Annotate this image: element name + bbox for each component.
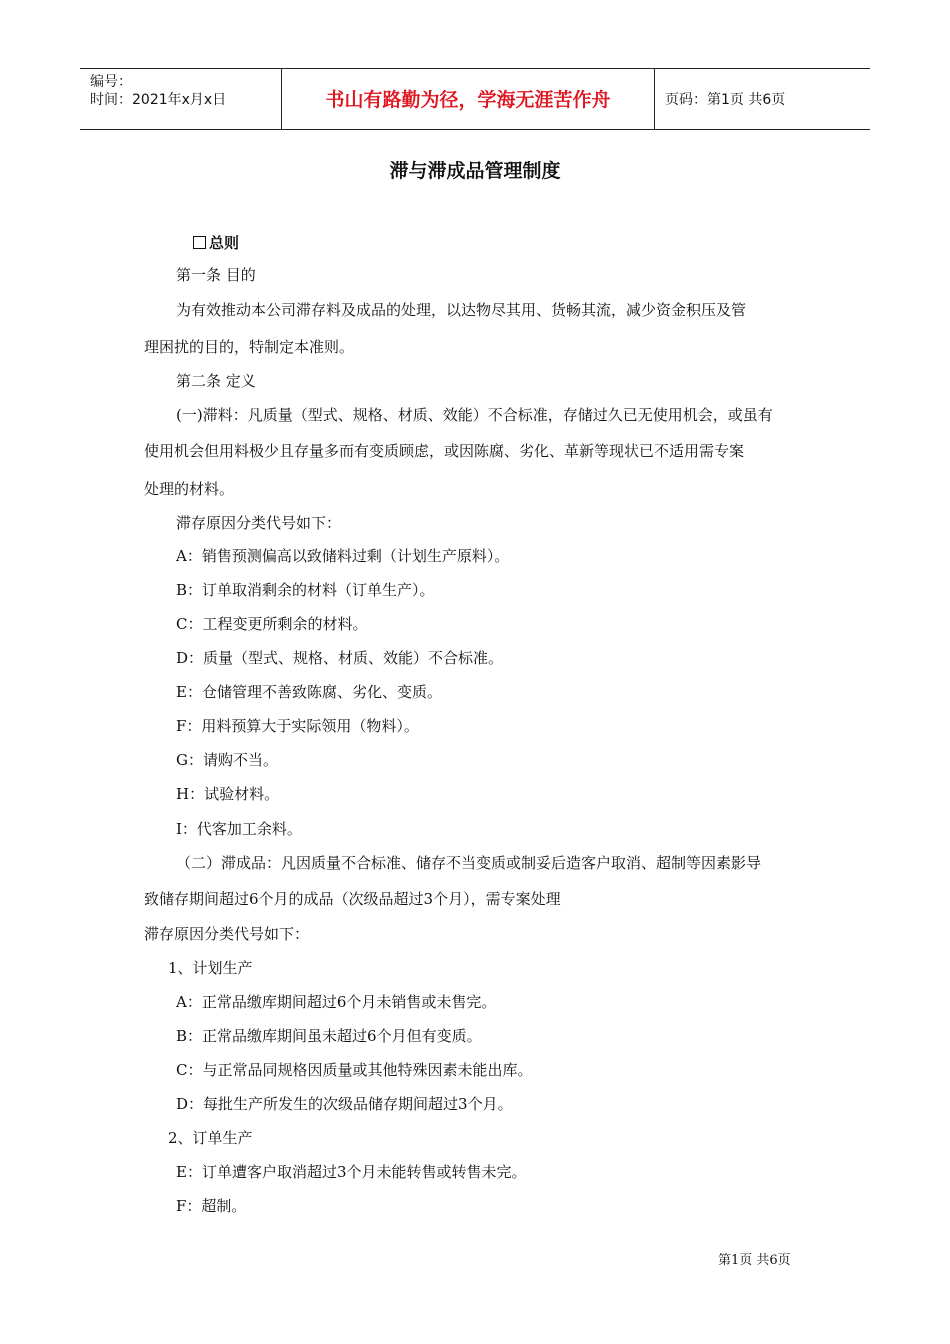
list-item: D：质量（型式、规格、材质、效能）不合标准。 xyxy=(176,649,504,667)
list-item: E：订单遭客户取消超过3个月未能转售或转售未完。 xyxy=(176,1163,527,1181)
list-item: C：工程变更所剩余的材料。 xyxy=(176,615,368,633)
document-date: 时间：2021年x月x日 xyxy=(90,92,227,108)
list-item: G：请购不当。 xyxy=(176,751,278,769)
paragraph-line: 第二条 定义 xyxy=(176,372,256,390)
checkbox-icon xyxy=(193,236,206,249)
list-item: F：超制。 xyxy=(176,1197,247,1215)
list-item: B：订单取消剩余的材料（订单生产）。 xyxy=(176,581,435,599)
list-item: A：正常品缴库期间超过6个月未销售或未售完。 xyxy=(176,993,497,1011)
paragraph-line: 滞存原因分类代号如下： xyxy=(176,514,342,532)
paragraph-line: 第一条 目的 xyxy=(176,266,256,284)
document-title: 滞与滞成品管理制度 xyxy=(389,160,561,182)
list-item: F：用料预算大于实际领用（物料）。 xyxy=(176,717,419,735)
paragraph-line: 致储存期间超过6个月的成品（次级品超过3个月），需专案处理 xyxy=(144,890,561,908)
paragraph-line: 使用机会但用料极少且存量多而有变质顾虑，或因陈腐、劣化、革新等现状已不适用需专案 xyxy=(144,442,745,460)
section-heading xyxy=(193,232,239,253)
header-motto-cell xyxy=(282,69,655,129)
subsection-heading: 2、订单生产 xyxy=(168,1129,253,1147)
list-item: B：正常品缴库期间虽未超过6个月但有变质。 xyxy=(176,1027,482,1045)
list-item: I：代客加工余料。 xyxy=(176,820,302,838)
header-page-cell xyxy=(655,69,870,129)
paragraph-line: 理困扰的目的，特制定本准则。 xyxy=(144,338,355,356)
header-meta-cell xyxy=(80,69,282,129)
list-item: C：与正常品同规格因质量或其他特殊因素未能出库。 xyxy=(176,1061,533,1079)
list-item: A：销售预测偏高以致储料过剩（计划生产原料）。 xyxy=(176,547,510,565)
paragraph-line: (一)滞料：凡质量（型式、规格、材质、效能）不合标准，存储过久已无使用机会，或虽有 xyxy=(176,406,773,424)
page-header xyxy=(80,68,870,130)
list-item: E：仓储管理不善致陈腐、劣化、变质。 xyxy=(176,683,442,701)
document-number-label: 编号： xyxy=(90,74,132,90)
list-item: D：每批生产所发生的次级品储存期间超过3个月。 xyxy=(176,1095,513,1113)
subsection-heading: 1、计划生产 xyxy=(168,959,253,977)
section-heading-text: 总则 xyxy=(209,234,240,252)
page-footer: 第1页 共6页 xyxy=(718,1253,791,1268)
paragraph-line: 滞存原因分类代号如下： xyxy=(144,925,310,943)
paragraph-line: （二）滞成品：凡因质量不合标准、储存不当变质或制妥后造客户取消、超制等因素影导 xyxy=(176,854,762,872)
header-page-info: 页码：第1页 共6页 xyxy=(665,92,786,108)
list-item: H：试验材料。 xyxy=(176,785,280,803)
paragraph-line: 为有效推动本公司滞存料及成品的处理，以达物尽其用、货畅其流，减少资金积压及管 xyxy=(176,301,747,319)
header-motto: 书山有路勤为径，学海无涯苦作舟 xyxy=(325,89,611,111)
paragraph-line: 处理的材料。 xyxy=(144,480,235,498)
